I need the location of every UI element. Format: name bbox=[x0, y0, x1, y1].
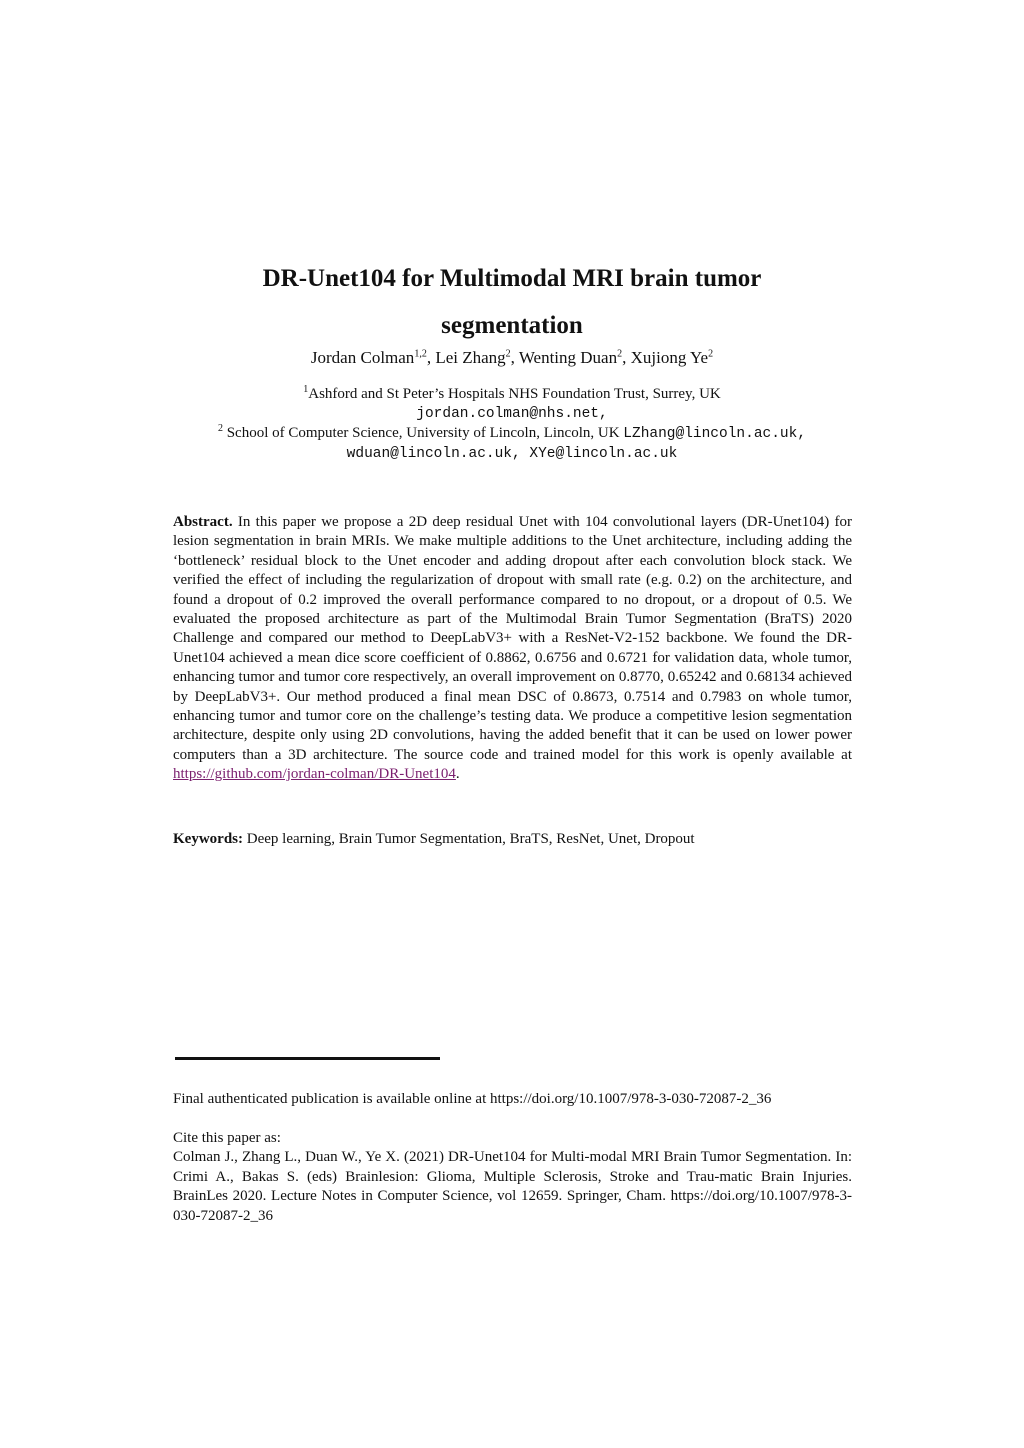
abstract-text: In this paper we propose a 2D deep residual Unet with 104 convolutional layers (DR-Unet104) for lesion segmentation in brain MRIs. We make multiple additions to the Unet architecture, including adding the ‘bottleneck’ residual block to the Unet encoder and adding dropout after each convolution block stack. We verified the effect of including the regularization of dropout with small rate (e.g. 0.2) on the architecture, and found a dropout of 0.2 improved the overall performance compared to no dropout, or a dropout of 0.5. We evaluated the proposed architecture as part of the Multimodal Brain Tumor Segmentation (BraTS) 2020 Challenge and compared our method to DeepLabV3+ with a ResNet-V2-152 backbone. We found the DR-Unet104 achieved a mean dice score coefficient of 0.8862, 0.6756 and 0.6721 for validation data, whole tumor, enhancing tumor and tumor core respectively, an overall improvement on 0.8770, 0.65242 and 0.68134 achieved by DeepLabV3+. Our method produced a final mean DSC of 0.8673, 0.7514 and 0.7983 on whole tumor, enhancing tumor and tumor core on the challenge’s testing data. We produce a competitive lesion segmentation architecture, despite only using 2D convolutions, having the added benefit that it can be used on lower power computers than a 3D architecture. The source code and trained model for this work is openly available at bbox=[173, 514, 852, 763]
abstract bbox=[173, 513, 852, 785]
footnote-divider bbox=[175, 1057, 440, 1060]
affiliation-1 bbox=[150, 385, 874, 404]
publication-footnote: Final authenticated publication is available online at https://doi.org/10.1007/978-3-030-72087-2_36 bbox=[173, 1091, 772, 1107]
title-line-2: segmentation bbox=[441, 312, 583, 339]
keywords-label: Keywords: bbox=[173, 831, 243, 847]
affiliation-sup: 2 bbox=[217, 423, 223, 434]
author-separator: , bbox=[622, 348, 631, 367]
abstract-end: . bbox=[455, 766, 460, 783]
author-affil-sup: 2 bbox=[617, 348, 623, 360]
email-jordan: jordan.colman@nhs.net, bbox=[416, 406, 608, 422]
affiliations bbox=[150, 385, 874, 464]
affiliation-2-emails bbox=[150, 444, 874, 464]
affiliation-2 bbox=[150, 424, 874, 444]
author-separator: , bbox=[510, 348, 519, 367]
author-affil-sup: 2 bbox=[708, 348, 714, 360]
affiliation-1-email bbox=[150, 404, 874, 424]
author-affil-sup: 2 bbox=[505, 348, 511, 360]
author-name: Xujiong Ye bbox=[630, 348, 709, 367]
affiliation-sup: 1 bbox=[303, 384, 309, 395]
affiliation-text: School of Computer Science, University of Lincoln, Lincoln, UK bbox=[222, 425, 624, 441]
author-name: Jordan Colman bbox=[310, 348, 415, 367]
github-link[interactable]: https://github.com/jordan-colman/DR-Unet104 bbox=[173, 766, 456, 783]
email-lzhang: LZhang@lincoln.ac.uk, bbox=[623, 426, 807, 442]
author-separator: , bbox=[426, 348, 436, 367]
email-wduan-xye: wduan@lincoln.ac.uk, XYe@lincoln.ac.uk bbox=[346, 446, 678, 462]
title-line-1: DR-Unet104 for Multimodal MRI brain tumor bbox=[262, 265, 762, 292]
keywords bbox=[173, 830, 852, 849]
author-list bbox=[172, 346, 852, 370]
paper-title bbox=[172, 255, 852, 349]
abstract-label: Abstract. bbox=[173, 514, 233, 530]
cite-text: Colman J., Zhang L., Duan W., Ye X. (2021) DR-Unet104 for Multi-modal MRI Brain Tumor Segmentation. In: Crimi A., Bakas S. (eds) Brainlesion: Glioma, Multiple Sclerosis, Stroke and Trau-matic Brain Injuries. BrainLes 2020. Lecture Notes in Computer Science, vol 12659. Springer, Cham. https://doi.org/10.1007/978-3-030-72087-2_36 bbox=[173, 1149, 852, 1224]
author-affil-sup: 1,2 bbox=[414, 348, 427, 360]
author-name: Wenting Duan bbox=[518, 348, 618, 367]
author-name: Lei Zhang bbox=[435, 348, 506, 367]
affiliation-text: Ashford and St Peter’s Hospitals NHS Foundation Trust, Surrey, UK bbox=[308, 386, 721, 402]
keywords-text: Deep learning, Brain Tumor Segmentation, BraTS, ResNet, Unet, Dropout bbox=[243, 831, 695, 847]
citation-block bbox=[173, 1129, 852, 1226]
cite-label: Cite this paper as: bbox=[173, 1130, 281, 1146]
